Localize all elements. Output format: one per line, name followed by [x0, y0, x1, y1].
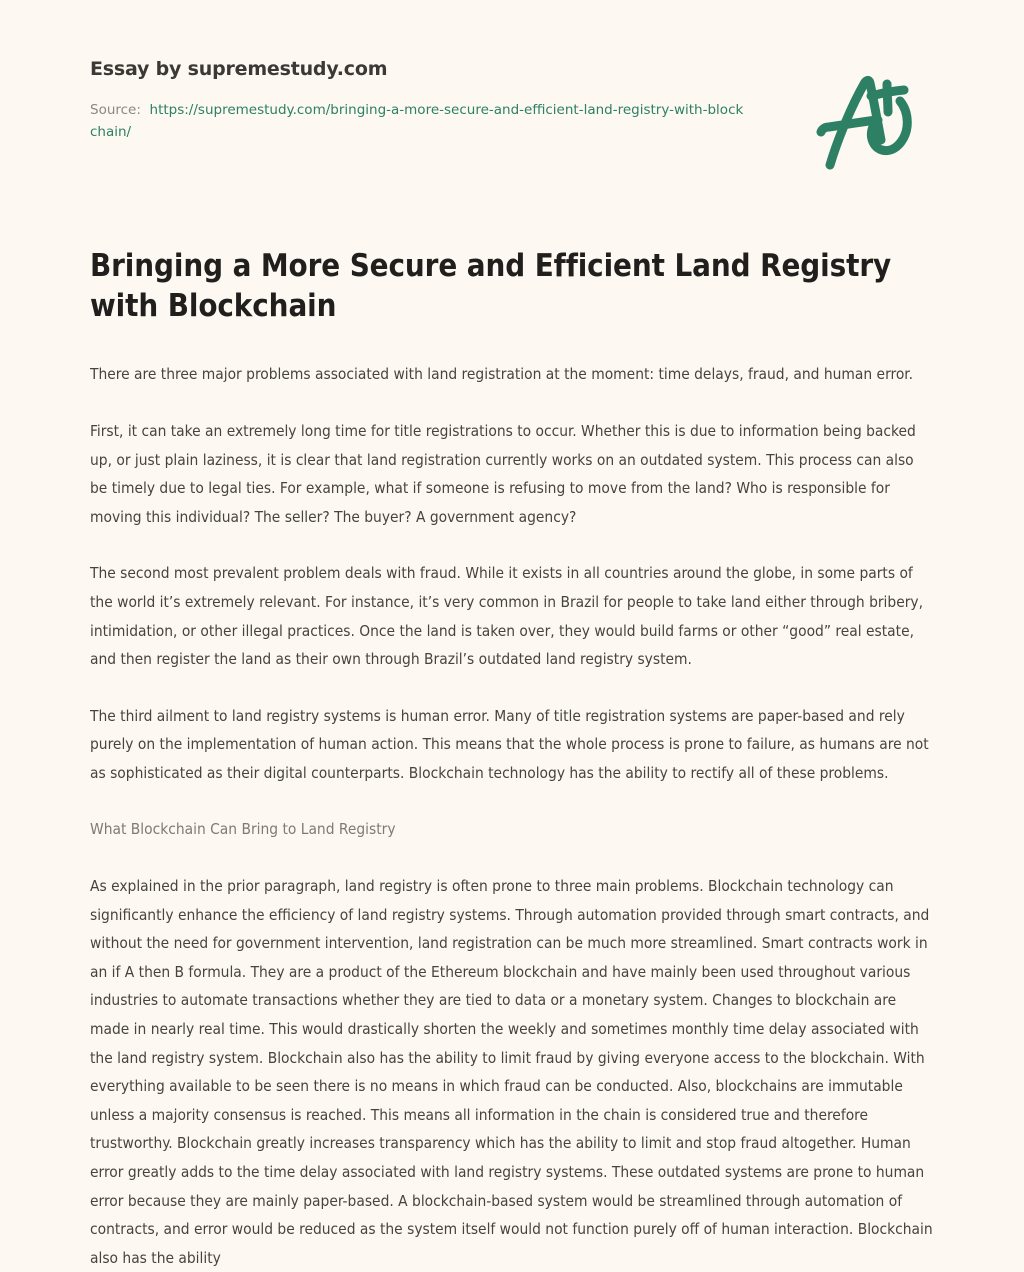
- section-subheading: What Blockchain Can Bring to Land Registry: [90, 820, 396, 839]
- essay-byline: Essay by supremestudy.com: [90, 58, 388, 80]
- source-url-link[interactable]: https://supremestudy.com/bringing-a-more-secure-and-efficient-land-registry-with-blockchain/: [90, 101, 744, 141]
- article-body: [90, 360, 935, 1272]
- page-header: [0, 0, 1024, 200]
- a-plus-logo-icon: [808, 62, 938, 180]
- source-label: Source:: [90, 101, 141, 118]
- page-title: Bringing a More Secure and Efficient Land Registry with Blockchain: [90, 248, 892, 324]
- body-paragraph: There are three major problems associated with land registration at the moment: time delays, fraud, and human error.: [90, 365, 913, 384]
- body-paragraph: First, it can take an extremely long time for title registrations to occur. Whether this is due to information being backed up, or just plain laziness, it is clear that land registration currently works on an outdated system. This process can also be timely due to legal ties. For example, what if someone is refusing to move from the land? Who is responsible for moving this individual? The seller? The buyer? A government agency?: [90, 421, 916, 526]
- body-paragraph: As explained in the prior paragraph, land registry is often prone to three main problems. Blockchain technology can significantly enhance the efficiency of land registry systems. Through automation provided through smart contracts, and without the need for government intervention, land registration can be much more streamlined. Smart contracts work in an if A then B formula. They are a product of the Ethereum blockchain and have mainly been used throughout various industries to automate transactions whether they are tied to data or a monetary system. Changes to blockchain are made in nearly real time. This would drastically shorten the weekly and sometimes monthly time delay associated with the land registry system. Blockchain also has the ability to limit fraud by giving everyone access to the blockchain. With everything available to be seen there is no means in which fraud can be conducted. Also, blockchains are immutable unless a majority consensus is reached. This means all information in the chain is considered true and therefore trustworthy. Blockchain greatly increases transparency which has the ability to limit and stop fraud altogether. Human error greatly adds to the time delay associated with land registry systems. These outdated systems are prone to human error because they are mainly paper-based. A blockchain-based system would be streamlined through automation of contracts, and error would be reduced as the system itself would not function purely off of human interaction. Blockchain also has the ability: [90, 877, 933, 1267]
- source-line: [90, 99, 750, 144]
- brand-block: [90, 58, 770, 143]
- article-container: [90, 247, 935, 1272]
- body-paragraph: The second most prevalent problem deals with fraud. While it exists in all countries around the globe, in some parts of the world it’s extremely relevant. For instance, it’s very common in Brazil for people to take land either through bribery, intimidation, or other illegal practices. Once the land is taken over, they would build farms or other “good” real estate, and then register the land as their own through Brazil’s outdated land registry system.: [90, 564, 923, 669]
- body-paragraph: The third ailment to land registry systems is human error. Many of title registration systems are paper-based and rely purely on the implementation of human action. This means that the whole process is prone to failure, as humans are not as sophisticated as their digital counterparts. Blockchain technology has the ability to rectify all of these problems.: [90, 706, 929, 782]
